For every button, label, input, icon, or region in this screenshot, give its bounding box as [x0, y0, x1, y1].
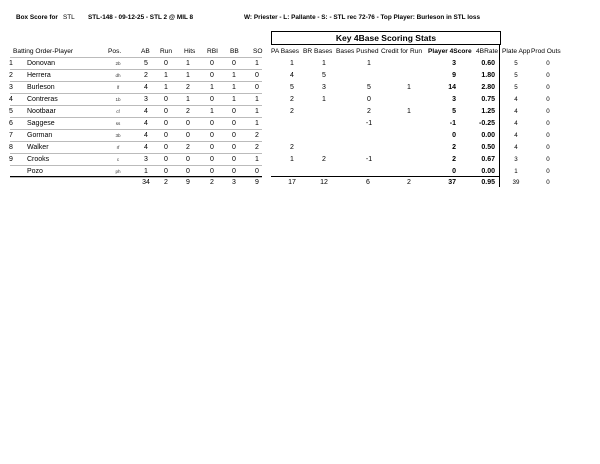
cell-bb: 1 [232, 96, 236, 103]
total-rbi: 2 [210, 179, 214, 186]
cell-run: 0 [164, 144, 168, 151]
cell-pos: 2b [115, 61, 121, 66]
cell-prod: 0 [546, 144, 550, 151]
key-4base-title: Key 4Base Scoring Stats [271, 31, 501, 45]
cell-prod: 0 [546, 132, 550, 139]
cell-score: 2 [452, 144, 456, 151]
cell-hits: 1 [186, 60, 190, 67]
cell-prod: 0 [546, 96, 550, 103]
cell-player: Donovan [27, 60, 56, 67]
cell-prod: 0 [546, 108, 550, 115]
cell-score: 2 [452, 156, 456, 163]
cell-so: 1 [255, 60, 259, 67]
cell-papp: 3 [514, 156, 518, 163]
cell-ab: 4 [144, 108, 148, 115]
cell-run: 0 [164, 156, 168, 163]
cell-bb: 0 [232, 132, 236, 139]
cell-score: 9 [452, 72, 456, 79]
cell-ab: 2 [144, 72, 148, 79]
cell-pushed: -1 [365, 156, 373, 163]
cell-player: Gorman [27, 132, 53, 139]
col-rbi: RBI [207, 48, 218, 55]
cell-papp: 4 [514, 120, 518, 127]
cell-credit: 1 [407, 108, 411, 115]
cell-prod: 0 [546, 84, 550, 91]
cell-score: 14 [448, 84, 456, 91]
cell-ab: 1 [144, 168, 148, 175]
cell-player: Herrera [27, 72, 51, 79]
col-pos: Pos. [108, 48, 122, 55]
cell-so: 1 [255, 156, 259, 163]
cell-player: Burleson [27, 84, 55, 91]
cell-order: 3 [9, 84, 13, 91]
cell-rate: 0.67 [481, 156, 495, 163]
cell-hits: 2 [186, 84, 190, 91]
cell-pos: ph [115, 169, 121, 174]
total-run: 2 [164, 179, 168, 186]
cell-hits: 2 [186, 144, 190, 151]
cell-player: Crooks [27, 156, 50, 163]
cell-pos: dh [115, 73, 121, 78]
cell-pos: 3b [115, 133, 121, 138]
cell-player: Nootbaar [27, 108, 56, 115]
col-player-4score: Player 4Score [428, 48, 472, 55]
total-pushed: 6 [366, 179, 370, 186]
cell-rate: 0.00 [481, 132, 495, 139]
total-ab: 34 [142, 179, 150, 186]
cell-hits: 0 [186, 132, 190, 139]
cell-prod: 0 [546, 120, 550, 127]
cell-hits: 0 [186, 156, 190, 163]
col-bb: BB [230, 48, 239, 55]
cell-bb: 0 [232, 120, 236, 127]
cell-rate: 0.75 [481, 96, 495, 103]
cell-player: Walker [27, 144, 49, 151]
cell-so: 0 [255, 84, 259, 91]
cell-prod: 0 [546, 60, 550, 67]
total-bb: 3 [232, 179, 236, 186]
cell-hits: 0 [186, 168, 190, 175]
col-bases-pushed: Bases Pushed [336, 48, 379, 55]
cell-run: 0 [164, 96, 168, 103]
cell-rate: 2.80 [481, 84, 495, 91]
cell-order: 6 [9, 120, 13, 127]
cell-pa: 2 [290, 96, 294, 103]
cell-pushed: 2 [367, 108, 371, 115]
total-credit: 2 [407, 179, 411, 186]
cell-credit: 1 [407, 84, 411, 91]
col-so: SO [253, 48, 263, 55]
total-prod-outs: 0 [546, 179, 550, 186]
cell-player: Contreras [27, 96, 58, 103]
cell-rate: 1.80 [481, 72, 495, 79]
cell-rbi: 0 [210, 60, 214, 67]
cell-pos: cf [116, 109, 120, 114]
cell-run: 0 [164, 108, 168, 115]
cell-run: 0 [164, 120, 168, 127]
cell-order: 8 [9, 144, 13, 151]
cell-player: Saggese [27, 120, 55, 127]
cell-pos: 1b [115, 97, 121, 102]
team-name: STL [63, 14, 75, 21]
cell-pos: ss [115, 121, 121, 126]
cell-rate: 0.60 [481, 60, 495, 67]
cell-papp: 1 [514, 168, 518, 175]
cell-papp: 5 [514, 72, 518, 79]
result-info: W: Priester - L: Pallante - S: - STL rec 72-76 - Top Player: Burleson in STL loss [244, 14, 481, 21]
total-br: 12 [320, 179, 328, 186]
cell-rbi: 0 [210, 144, 214, 151]
cell-papp: 4 [514, 96, 518, 103]
cell-rbi: 1 [210, 108, 214, 115]
cell-so: 1 [255, 96, 259, 103]
cell-rbi: 0 [210, 168, 214, 175]
cell-ab: 4 [144, 144, 148, 151]
cell-hits: 1 [186, 96, 190, 103]
cell-run: 0 [164, 168, 168, 175]
total-4brate: 0.95 [481, 179, 495, 186]
cell-rbi: 0 [210, 132, 214, 139]
cell-papp: 5 [514, 84, 518, 91]
cell-score: 3 [452, 96, 456, 103]
cell-bb: 0 [232, 108, 236, 115]
cell-order: 5 [9, 108, 13, 115]
cell-order: 1 [9, 60, 13, 67]
total-4score: 37 [448, 179, 456, 186]
cell-bb: 0 [232, 156, 236, 163]
total-so: 9 [255, 179, 259, 186]
cell-hits: 0 [186, 120, 190, 127]
total-pa: 17 [288, 179, 296, 186]
cell-run: 0 [164, 60, 168, 67]
cell-player: Pozo [27, 168, 43, 175]
cell-ab: 4 [144, 120, 148, 127]
cell-so: 0 [255, 168, 259, 175]
cell-order: 4 [9, 96, 13, 103]
cell-ab: 3 [144, 156, 148, 163]
col-hits: Hits [184, 48, 196, 55]
cell-hits: 2 [186, 108, 190, 115]
cell-pa: 4 [290, 72, 294, 79]
cell-pos: c [116, 157, 120, 162]
cell-run: 1 [164, 72, 168, 79]
cell-hits: 1 [186, 72, 190, 79]
cell-rbi: 1 [210, 84, 214, 91]
cell-prod: 0 [546, 156, 550, 163]
cell-rbi: 0 [210, 120, 214, 127]
cell-score: 0 [452, 168, 456, 175]
col-br-bases: BR Bases [303, 48, 333, 55]
cell-pushed: 1 [367, 60, 371, 67]
cell-rbi: 0 [210, 156, 214, 163]
cell-order: 2 [9, 72, 13, 79]
game-info: STL-148 - 09-12-25 - STL 2 @ MIL 8 [88, 14, 194, 21]
cell-ab: 4 [144, 132, 148, 139]
cell-rate: 0.00 [481, 168, 495, 175]
cell-rate: 0.50 [481, 144, 495, 151]
cell-score: 5 [452, 108, 456, 115]
cell-ab: 3 [144, 96, 148, 103]
cell-prod: 0 [546, 168, 550, 175]
cell-ab: 5 [144, 60, 148, 67]
col-credit-for-run: Credit for Run [381, 48, 423, 55]
cell-bb: 0 [232, 60, 236, 67]
cell-so: 1 [255, 120, 259, 127]
cell-run: 0 [164, 132, 168, 139]
cell-rbi: 0 [210, 72, 214, 79]
cell-pa: 5 [290, 84, 294, 91]
cell-pos: rf [116, 145, 120, 150]
cell-score: 3 [452, 60, 456, 67]
cell-pushed: -1 [365, 120, 373, 127]
cell-so: 1 [255, 108, 259, 115]
cell-bb: 1 [232, 72, 236, 79]
cell-papp: 5 [514, 60, 518, 67]
cell-bb: 0 [232, 144, 236, 151]
cell-br: 2 [322, 156, 326, 163]
cell-run: 1 [164, 84, 168, 91]
cell-br: 1 [322, 60, 326, 67]
cell-score: -1 [449, 120, 456, 127]
cell-order: 7 [9, 132, 13, 139]
col-4brate: 4BRate [476, 48, 498, 55]
col-plate-app: Plate App [502, 48, 531, 55]
cell-bb: 0 [232, 168, 236, 175]
cell-pos: lf [116, 85, 120, 90]
totals-row [0, 177, 600, 189]
cell-pa: 1 [290, 60, 294, 67]
cell-ab: 4 [144, 84, 148, 91]
cell-papp: 4 [514, 108, 518, 115]
cell-so: 2 [255, 132, 259, 139]
cell-pa: 2 [290, 108, 294, 115]
cell-rate: 1.25 [481, 108, 495, 115]
cell-bb: 1 [232, 84, 236, 91]
total-hits: 9 [186, 179, 190, 186]
cell-pa: 1 [290, 156, 294, 163]
cell-br: 5 [322, 72, 326, 79]
col-prod-outs: Prod Outs [531, 48, 561, 55]
col-pa-bases: PA Bases [271, 48, 300, 55]
cell-rbi: 0 [210, 96, 214, 103]
cell-pa: 2 [290, 144, 294, 151]
cell-so: 2 [255, 144, 259, 151]
cell-score: 0 [452, 132, 456, 139]
box-score-label: Box Score for [16, 14, 58, 21]
col-ab: AB [141, 48, 150, 55]
col-batting-order: Batting Order-Player [13, 48, 74, 55]
col-run: Run [160, 48, 173, 55]
cell-order: 9 [9, 156, 13, 163]
cell-papp: 4 [514, 132, 518, 139]
total-plate-app: 39 [512, 179, 520, 186]
cell-so: 0 [255, 72, 259, 79]
cell-br: 3 [322, 84, 326, 91]
cell-papp: 4 [514, 144, 518, 151]
cell-br: 1 [322, 96, 326, 103]
cell-pushed: 0 [367, 96, 371, 103]
cell-rate: -0.25 [479, 120, 495, 127]
cell-prod: 0 [546, 72, 550, 79]
cell-pushed: 5 [367, 84, 371, 91]
